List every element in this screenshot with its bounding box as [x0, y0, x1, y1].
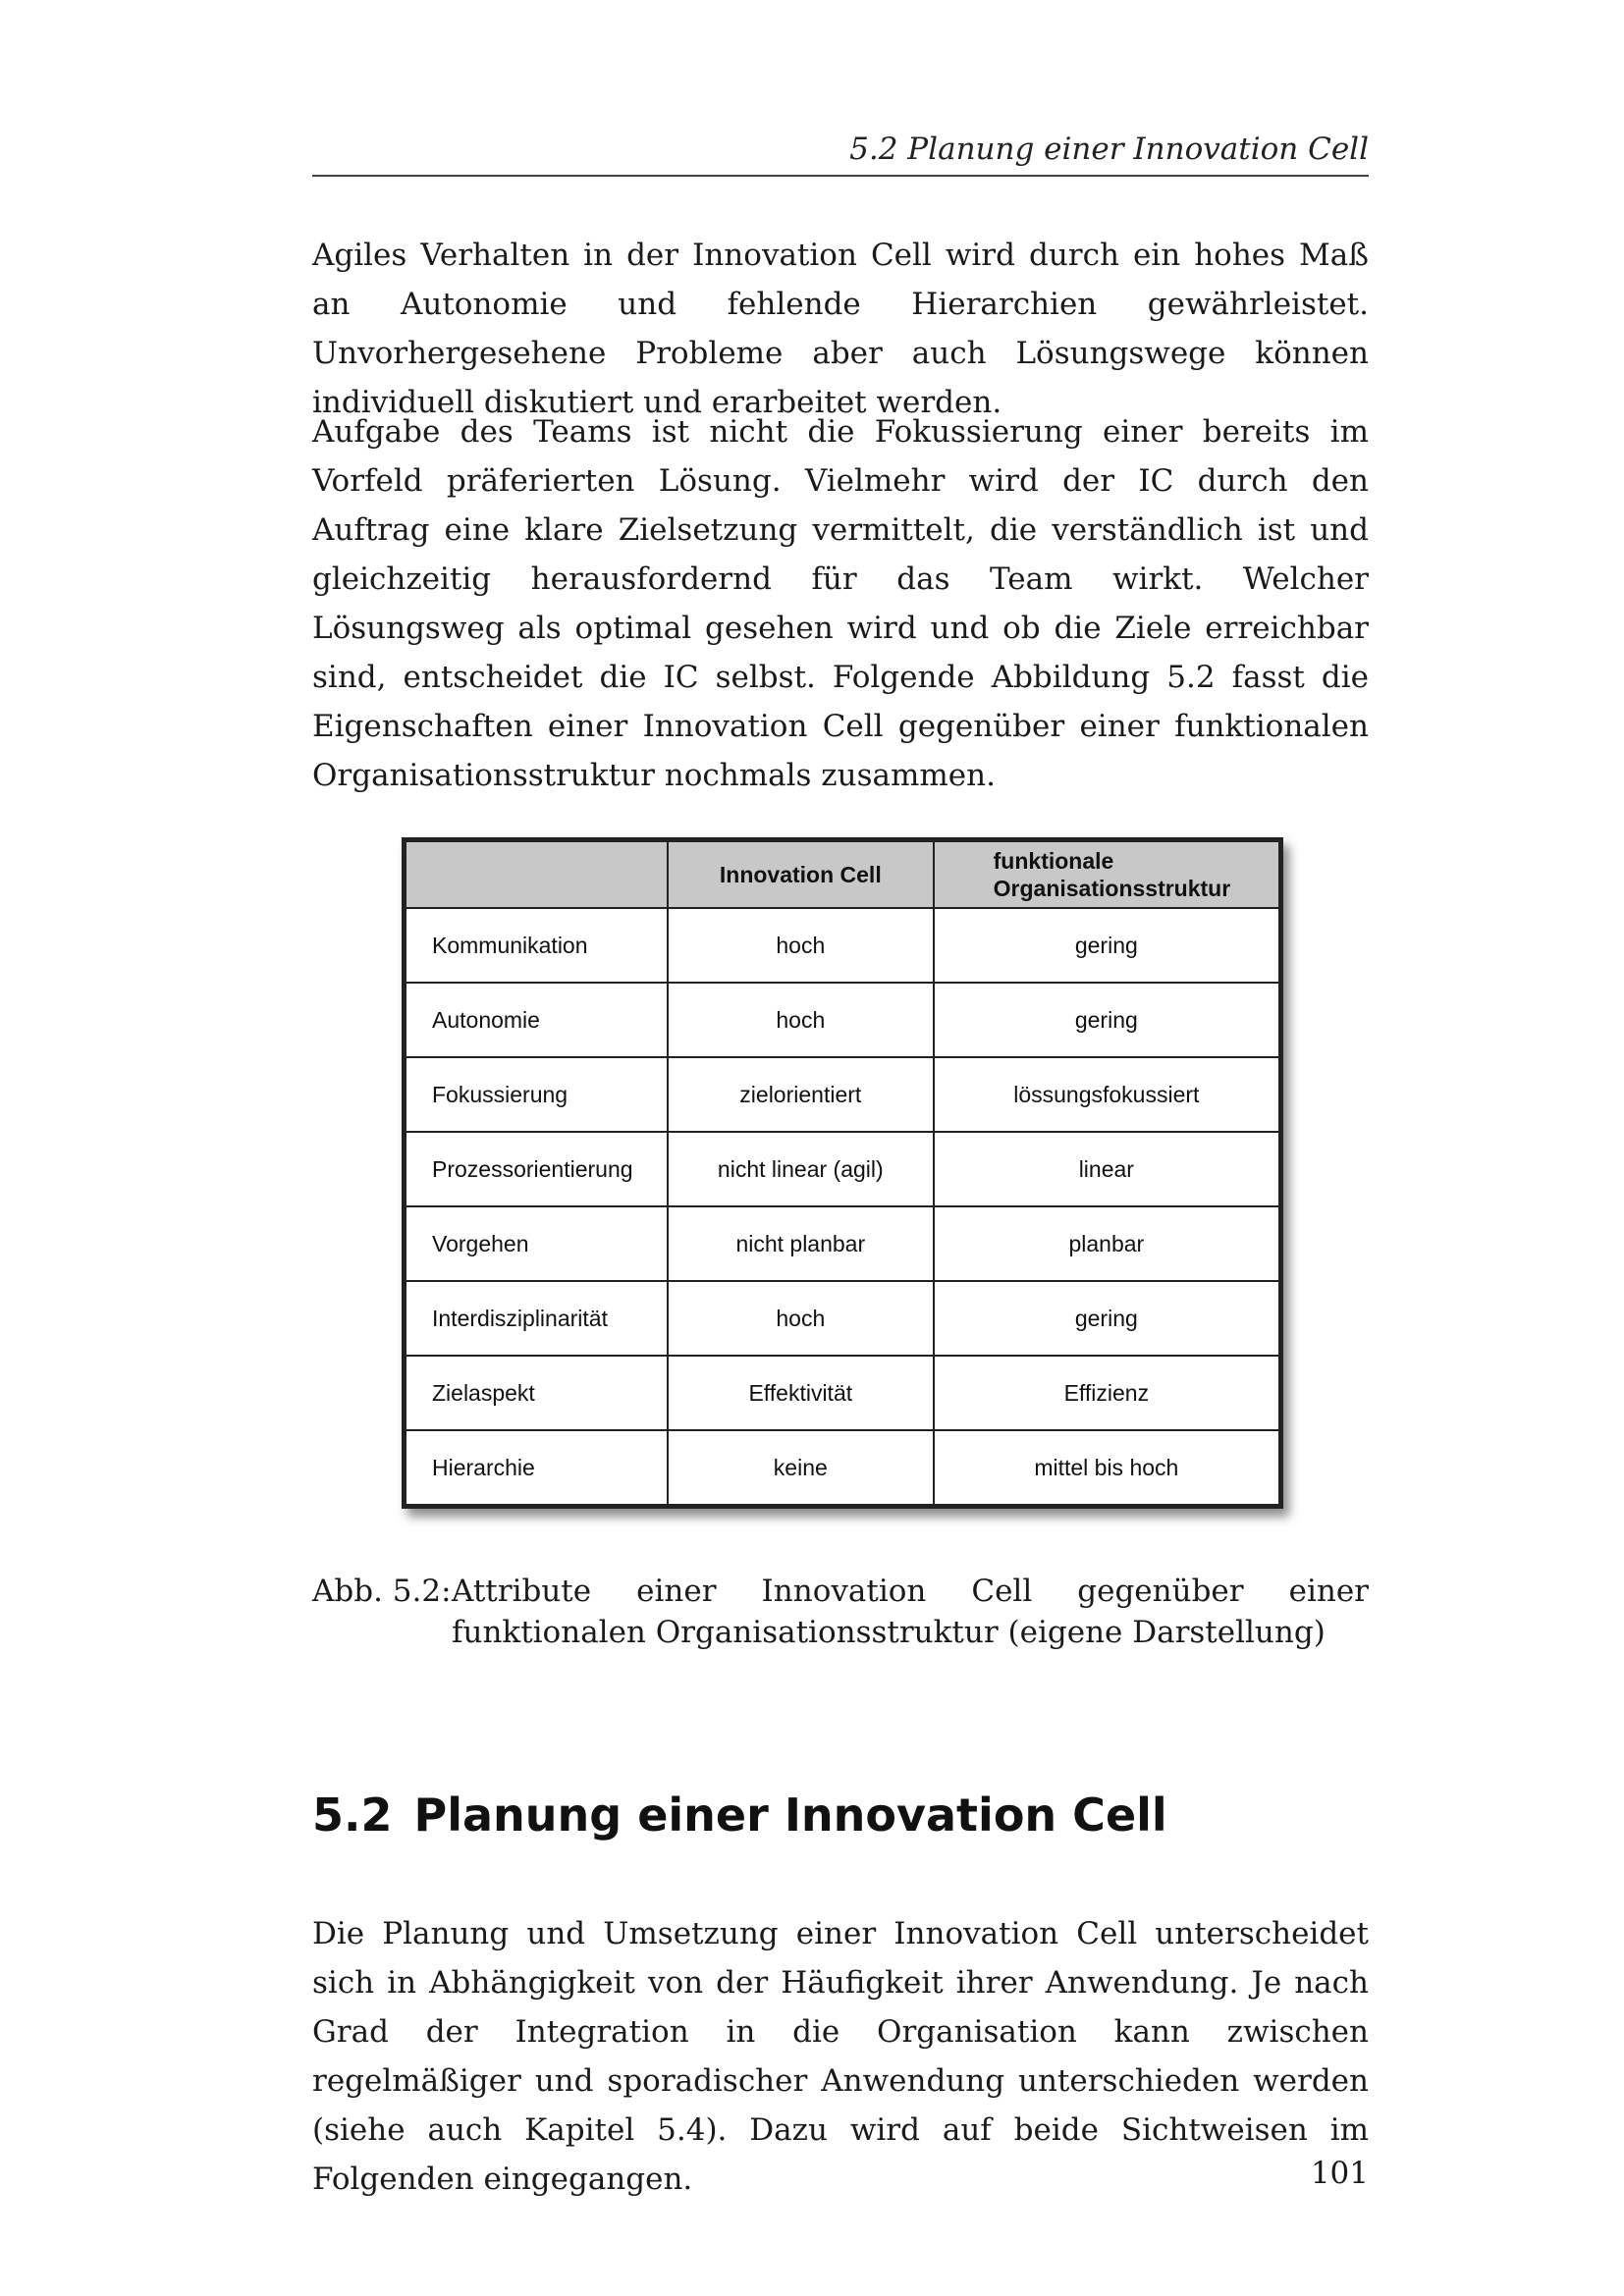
running-header-text: 5.2 Planung einer Innovation Cell [849, 132, 1369, 167]
paragraph-autonomy: Agiles Verhalten in der Innovation Cell wird durch ein hohes Maß an Autonomie und fehlende Hierarchien gewährleistet. Unvorhergesehene Probleme aber auch Lösungswege können individuell diskutiert und erarbeitet werden. [312, 238, 1369, 420]
row-attribute: Hierarchie [406, 1430, 668, 1505]
row-fo-value: gering [934, 1281, 1279, 1356]
row-attribute: Vorgehen [406, 1206, 668, 1281]
row-ic-value: hoch [668, 983, 934, 1057]
comparison-figure [402, 837, 1283, 1509]
section-heading [312, 1789, 1167, 1842]
running-header [312, 126, 1369, 177]
row-attribute: Kommunikation [406, 908, 668, 983]
table-row [406, 1430, 1279, 1505]
table-header-row [406, 841, 1279, 908]
row-fo-value: gering [934, 983, 1279, 1057]
figure-caption [312, 1571, 1369, 1653]
table-row [406, 1132, 1279, 1206]
row-ic-value: hoch [668, 908, 934, 983]
table-row [406, 908, 1279, 983]
section-number: 5.2 [312, 1789, 393, 1842]
caption-label: Abb. 5.2: [312, 1574, 452, 1609]
row-attribute: Autonomie [406, 983, 668, 1057]
row-attribute: Interdisziplinarität [406, 1281, 668, 1356]
table-header-innovation-cell: Innovation Cell [668, 841, 934, 908]
row-attribute: Fokussierung [406, 1057, 668, 1132]
row-fo-value: planbar [934, 1206, 1279, 1281]
page-number: 101 [1310, 2156, 1369, 2191]
table-row [406, 1057, 1279, 1132]
row-fo-value: gering [934, 908, 1279, 983]
header-line-2: Organisationsstruktur [993, 876, 1231, 901]
table-header-empty [406, 841, 668, 908]
row-ic-value: nicht linear (agil) [668, 1132, 934, 1206]
section-title: Planung einer Innovation Cell [413, 1789, 1167, 1842]
row-ic-value: hoch [668, 1281, 934, 1356]
row-ic-value: Effektivität [668, 1356, 934, 1430]
row-ic-value: keine [668, 1430, 934, 1505]
row-attribute: Zielaspekt [406, 1356, 668, 1430]
header-line-1: funktionale [993, 848, 1114, 874]
caption-text: Attribute einer Innovation Cell gegenüber einer funktionalen Organisationsstruktur (eigene Darstellung) [452, 1574, 1369, 1650]
row-ic-value: nicht planbar [668, 1206, 934, 1281]
row-fo-value: lössungsfokussiert [934, 1057, 1279, 1132]
row-ic-value: zielorientiert [668, 1057, 934, 1132]
row-attribute: Prozessorientierung [406, 1132, 668, 1206]
table-row [406, 1281, 1279, 1356]
row-fo-value: linear [934, 1132, 1279, 1206]
row-fo-value: mittel bis hoch [934, 1430, 1279, 1505]
table-row [406, 1206, 1279, 1281]
comparison-table [405, 840, 1280, 1506]
row-fo-value: Effizienz [934, 1356, 1279, 1430]
paragraph-planning: Die Planung und Umsetzung einer Innovation Cell unterscheidet sich in Abhängigkeit von der Häufigkeit ihrer Anwendung. Je nach Grad der Integration in die Organisation kann zwischen regelmäßiger und sporadischer Anwendung unterschieden werden (siehe auch Kapitel 5.4). Dazu wird auf beide Sichtweisen im Folgenden eingegangen. [312, 1916, 1369, 2197]
table-row [406, 983, 1279, 1057]
paragraph-team-task: Aufgabe des Teams ist nicht die Fokussierung einer bereits im Vorfeld präferierten Lösung. Vielmehr wird der IC durch den Auftrag eine klare Zielsetzung vermittelt, die verständlich ist und gleichzeitig herausfordernd für das Team wirkt. Welcher Lösungsweg als optimal gesehen wird und ob die Ziele erreichbar sind, entscheidet die IC selbst. Folgende Abbildung 5.2 fasst die Eigenschaften einer Innovation Cell gegenüber einer funktionalen Organisationsstruktur nochmals zusammen. [312, 414, 1369, 793]
table-header-functional-org [934, 841, 1279, 908]
table-row [406, 1356, 1279, 1430]
